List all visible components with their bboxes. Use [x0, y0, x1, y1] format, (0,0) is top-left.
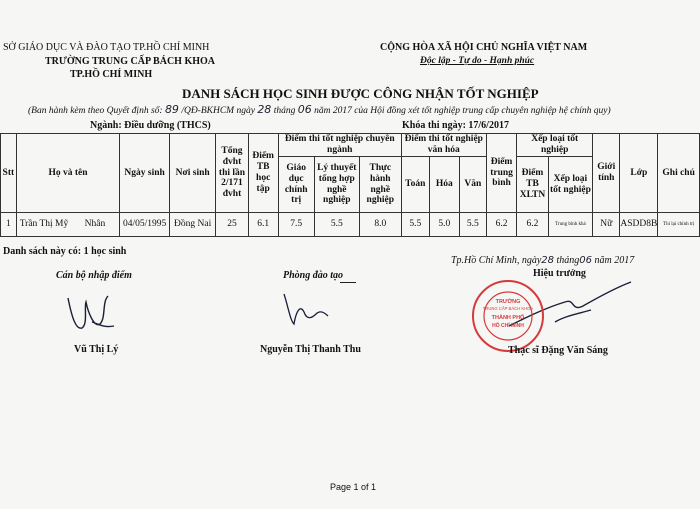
date-prefix: Tp.Hồ Chí Minh, ngày	[451, 255, 542, 266]
cell-name	[16, 213, 120, 237]
signature-left	[62, 288, 122, 338]
decree-prefix: (Ban hành kèm theo Quyết định số:	[28, 106, 163, 116]
col-gender: Giới tính	[593, 134, 620, 213]
cell-theory: 5.5	[314, 213, 359, 237]
col-pob: Nơi sinh	[169, 134, 216, 213]
col-xltn: Điểm TB XLTN	[517, 157, 549, 213]
cell-gender: Nữ	[593, 213, 620, 237]
nation-motto: Độc lập - Tự do - Hạnh phúc	[420, 56, 535, 66]
ministry-name: SỞ GIÁO DỤC VÀ ĐÀO TẠO TP.HỒ CHÍ MINH	[3, 42, 210, 53]
cell-practice: 8.0	[359, 213, 401, 237]
col-avg: Điểm TB học tập	[248, 134, 278, 213]
col-note: Ghi chú	[658, 134, 700, 213]
decree-mid1: /QĐ-BKHCM ngày	[181, 106, 255, 116]
decree-mid2: tháng	[273, 106, 296, 116]
nation-title: CỘNG HÒA XÃ HỘI CHỦ NGHĨA VIỆT NAM	[380, 42, 588, 53]
school-seal	[470, 278, 546, 354]
col-class: Lớp	[620, 134, 658, 213]
signing-date	[451, 255, 634, 266]
cell-lit: 5.5	[459, 213, 486, 237]
col-grad-avg: Điểm trung bình	[486, 134, 516, 213]
decree-month: 06	[297, 103, 312, 116]
decree-day: 28	[257, 103, 272, 116]
col-spec-group: Điểm thi tốt nghiệp chuyên ngành	[278, 134, 401, 157]
col-stt: Stt	[1, 134, 17, 213]
col-cult-group: Điểm thi tốt nghiệp văn hóa	[401, 134, 486, 157]
document-title: DANH SÁCH HỌC SINH ĐƯỢC CÔNG NHẬN TỐT NGHIỆP	[182, 86, 539, 101]
cell-total: 25	[216, 213, 248, 237]
col-theory: Lý thuyết tổng hợp nghề nghiệp	[314, 157, 359, 213]
cell-stt: 1	[1, 213, 17, 237]
signature-mid	[280, 290, 340, 330]
col-chem: Hóa	[429, 157, 459, 213]
signer-mid-title: Phòng đào tạo	[283, 270, 344, 281]
signer-left-title: Cán bộ nhập điểm	[56, 270, 132, 281]
date-suffix: năm 2017	[594, 255, 635, 266]
col-rank: Xếp loại tốt nghiệp	[548, 157, 592, 213]
date-month: 06	[579, 255, 593, 266]
cell-note: Thi lại chính trị	[658, 213, 700, 237]
seal-line-top: TRƯỜNG	[495, 299, 521, 305]
cell-chem: 5.0	[429, 213, 459, 237]
col-rank-group: Xếp loại tốt nghiệp	[517, 134, 593, 157]
cell-first-name: Trần Thị Mỹ	[19, 219, 69, 230]
summary-count: Danh sách này có: 1 học sinh	[3, 246, 127, 257]
cell-pob: Đồng Nai	[169, 213, 216, 237]
cell-edu: 7.5	[278, 213, 314, 237]
school-name: TRƯỜNG TRUNG CẤP BÁCH KHOA	[45, 56, 216, 67]
cell-grad-avg: 6.2	[486, 213, 516, 237]
signer-right-title: Hiệu trưởng	[533, 268, 586, 279]
decree-number: 89	[164, 103, 179, 116]
school-city: TP.HỒ CHÍ MINH	[70, 69, 153, 80]
col-dob: Ngày sinh	[120, 134, 169, 213]
col-name: Họ và tên	[16, 134, 120, 213]
decree-suffix: năm 2017 của Hội đồng xét tốt nghiệp trung cấp chuyên nghiệp hệ chính quy)	[314, 106, 611, 116]
cell-rank: Trung bình khá	[548, 213, 592, 237]
signer-left-name: Vũ Thị Lý	[74, 344, 119, 355]
seal-line-1: TRUNG CẤP BÁCH KHOA	[482, 306, 534, 311]
signer-right-name: Thạc sĩ Đặng Văn Sáng	[508, 345, 608, 356]
col-total: Tổng đvht thi lần 2/171 đvht	[216, 134, 248, 213]
cell-dob: 04/05/1995	[120, 213, 169, 237]
page-footer: Page 1 of 1	[330, 482, 377, 492]
graduates-table	[0, 133, 700, 237]
seal-line-2: THÀNH PHỐ	[491, 315, 525, 321]
table-header-row-1	[1, 134, 700, 157]
major-label: Ngành: Điều dưỡng (THCS)	[90, 120, 211, 131]
decree-line	[28, 103, 611, 116]
col-lit: Văn	[459, 157, 486, 213]
signer-mid-name: Nguyễn Thị Thanh Thu	[260, 344, 361, 355]
cell-avg: 6.1	[248, 213, 278, 237]
col-edu: Giáo dục chính trị	[278, 157, 314, 213]
date-day: 28	[541, 255, 555, 266]
seal-line-3: HỒ CHÍ MINH	[492, 323, 524, 329]
cell-class: ASDD8B	[620, 213, 658, 237]
col-practice: Thực hành nghề nghiệp	[359, 157, 401, 213]
cell-last-name: Nhân	[84, 219, 106, 230]
date-mid: tháng	[556, 255, 580, 266]
exam-date: Khóa thi ngày: 17/6/2017	[402, 120, 509, 131]
table-row	[1, 213, 700, 237]
col-math: Toán	[401, 157, 429, 213]
mid-title-underline	[340, 282, 356, 283]
cell-math: 5.5	[401, 213, 429, 237]
cell-xltn: 6.2	[517, 213, 549, 237]
